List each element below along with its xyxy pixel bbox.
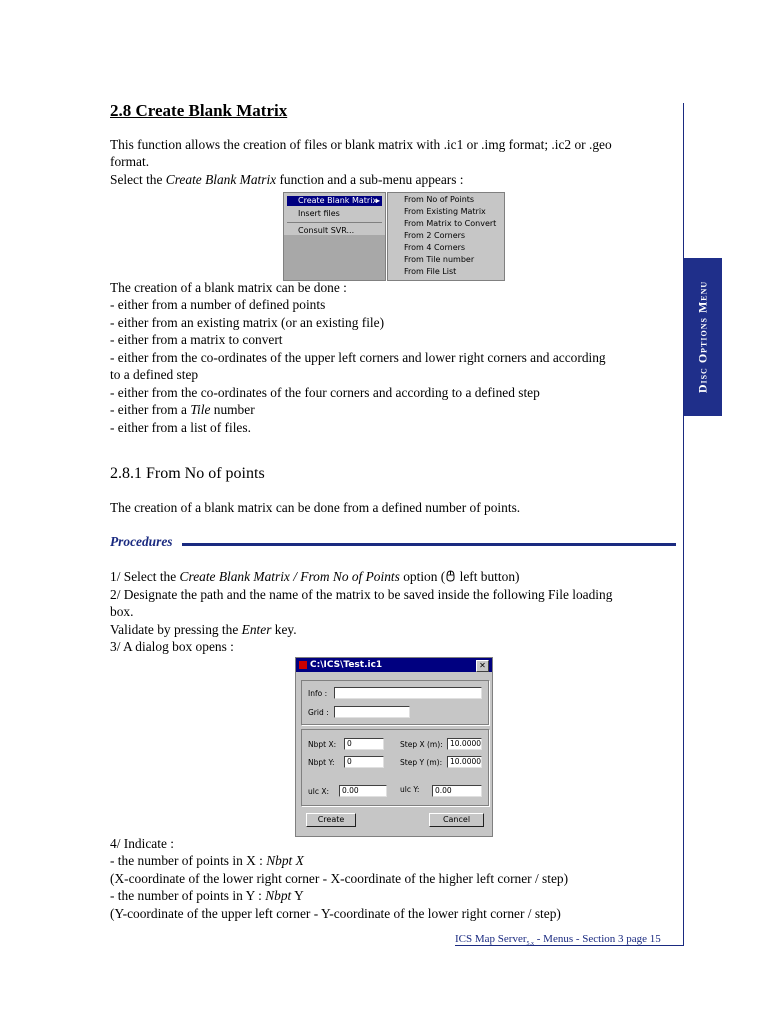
list-item: - either from an existing matrix (or an existing file): [110, 315, 385, 330]
list-item-tile-pre: - either from a: [110, 402, 191, 417]
dialog-title: C:\ICS\Test.ic1: [310, 660, 383, 670]
submenu-item-4-corners[interactable]: From 4 Corners: [404, 243, 466, 252]
menu-separator: [287, 222, 382, 223]
step-4-nx-em: Nbpt X: [266, 853, 304, 868]
footer-version: 5.x: [526, 941, 534, 948]
submenu-item-existing-matrix[interactable]: From Existing Matrix: [404, 207, 486, 216]
step-4-ny-formula: (Y-coordinate of the upper left corner - Y-coordinate of the lower right corner / step): [110, 906, 561, 921]
step-4-ny-em: Nbpt: [265, 888, 292, 903]
list-item-tile-post: number: [210, 402, 255, 417]
list-item: - either from the co-ordinates of the upper left corners and lower right corners and according: [110, 350, 606, 365]
ulc-y-label: ulc Y:: [400, 785, 420, 794]
footer-product: ICS Map Server: [455, 933, 527, 945]
close-icon[interactable]: ✕: [476, 660, 489, 672]
ulc-y-input[interactable]: 0.00: [432, 785, 482, 797]
mouse-icon: [445, 569, 456, 584]
side-tab-label: Disc Options Menu: [695, 280, 710, 394]
nbpt-y-input[interactable]: 0: [344, 756, 384, 768]
step-2-validate-pre: Validate by pressing the: [110, 622, 242, 637]
submenu: [387, 192, 505, 281]
margin-rule: [683, 103, 684, 943]
dialog-title-bar: [296, 658, 492, 672]
page-footer: [455, 933, 661, 947]
cancel-button[interactable]: Cancel: [429, 813, 484, 827]
intro-line-1: This function allows the creation of files or blank matrix with .ic1 or .img format; .ic2 or .geo: [110, 137, 612, 152]
step-1-em: Create Blank Matrix / From No of Points: [179, 569, 400, 584]
menu-item-insert-files[interactable]: Insert files: [298, 209, 340, 218]
step-1-post: left button): [456, 569, 520, 584]
nbpt-x-input[interactable]: 0: [344, 738, 384, 750]
intro-line-3-em: Create Blank Matrix: [165, 172, 277, 187]
procedures-heading: Procedures: [110, 534, 173, 549]
submenu-arrow-icon: ▸: [375, 196, 380, 205]
intro-line-3: [110, 171, 464, 189]
create-button[interactable]: Create: [306, 813, 356, 827]
step-2-validate-em: Enter: [241, 622, 272, 637]
intro-line-3-post: function and a sub-menu appears :: [276, 172, 464, 187]
step-4-nx-pre: - the number of points in X :: [110, 853, 267, 868]
submenu-item-tile-number[interactable]: From Tile number: [404, 255, 475, 264]
submenu-item-no-of-points[interactable]: From No of Points: [404, 195, 475, 204]
grid-input[interactable]: [334, 706, 410, 718]
intro-line-2: format.: [110, 154, 150, 169]
step-2: 2/ Designate the path and the name of the matrix to be saved inside the following File loading: [110, 587, 613, 602]
step-4-ny-post: Y: [291, 888, 304, 903]
menu-shadow-area: [284, 235, 385, 280]
procedures-rule: [182, 543, 676, 546]
subsection-title: 2.8.1 From No of points: [110, 465, 265, 482]
step-4-ny: [110, 887, 304, 905]
step-y-input[interactable]: 10.0000: [447, 756, 482, 768]
footer-tick: [683, 935, 684, 946]
ulc-x-label: ulc X:: [308, 787, 330, 796]
list-item: - either from a list of files.: [110, 420, 251, 435]
list-item: - either from the co-ordinates of the four corners and according to a defined step: [110, 385, 540, 400]
step-4-nx-formula: (X-coordinate of the lower right corner - X-coordinate of the higher left corner / step): [110, 871, 569, 886]
step-4: 4/ Indicate :: [110, 836, 174, 851]
step-4-nx: [110, 852, 304, 870]
list-item: to a defined step: [110, 367, 199, 382]
step-x-input[interactable]: 10.0000: [447, 738, 482, 750]
submenu-screenshot: [283, 192, 505, 281]
step-x-label: Step X (m):: [400, 740, 443, 749]
create-matrix-dialog: [295, 657, 493, 837]
footer-page: - Menus - Section 3 page 15: [534, 933, 661, 945]
menu-item-create-blank-matrix[interactable]: [287, 196, 382, 206]
step-2-validate-post: key.: [271, 622, 297, 637]
step-2-cont: box.: [110, 604, 134, 619]
list-item-tile: [110, 401, 255, 419]
list-item-tile-em: Tile: [190, 402, 211, 417]
step-3: 3/ A dialog box opens :: [110, 639, 234, 654]
submenu-item-file-list[interactable]: From File List: [404, 267, 457, 276]
step-1: [110, 568, 519, 586]
menu-item-label: Create Blank Matrix: [298, 196, 378, 205]
list-item: - either from a matrix to convert: [110, 332, 283, 347]
nbpt-y-label: Nbpt Y:: [308, 758, 335, 767]
menu-item-consult-svr[interactable]: Consult SVR...: [298, 226, 355, 235]
step-1-mid: option (: [399, 569, 446, 584]
step-1-pre: 1/ Select the: [110, 569, 180, 584]
grid-label: Grid :: [308, 708, 329, 717]
step-4-ny-pre: - the number of points in Y :: [110, 888, 266, 903]
section-title: 2.8 Create Blank Matrix: [110, 101, 288, 120]
nbpt-x-label: Nbpt X:: [308, 740, 337, 749]
submenu-item-2-corners[interactable]: From 2 Corners: [404, 231, 466, 240]
main-menu: [283, 192, 386, 281]
step-2-validate: [110, 621, 297, 639]
intro-line-3-pre: Select the: [110, 172, 166, 187]
ulc-x-input[interactable]: 0.00: [339, 785, 387, 797]
section-side-tab: [684, 258, 722, 416]
info-input[interactable]: [334, 687, 482, 699]
subsection-intro: The creation of a blank matrix can be done from a defined number of points.: [110, 500, 521, 515]
app-icon: [299, 661, 307, 669]
list-intro: The creation of a blank matrix can be done :: [110, 280, 347, 295]
step-y-label: Step Y (m):: [400, 758, 443, 767]
info-label: Info :: [308, 689, 328, 698]
submenu-item-matrix-to-convert[interactable]: From Matrix to Convert: [404, 219, 497, 228]
list-item: - either from a number of defined points: [110, 297, 326, 312]
